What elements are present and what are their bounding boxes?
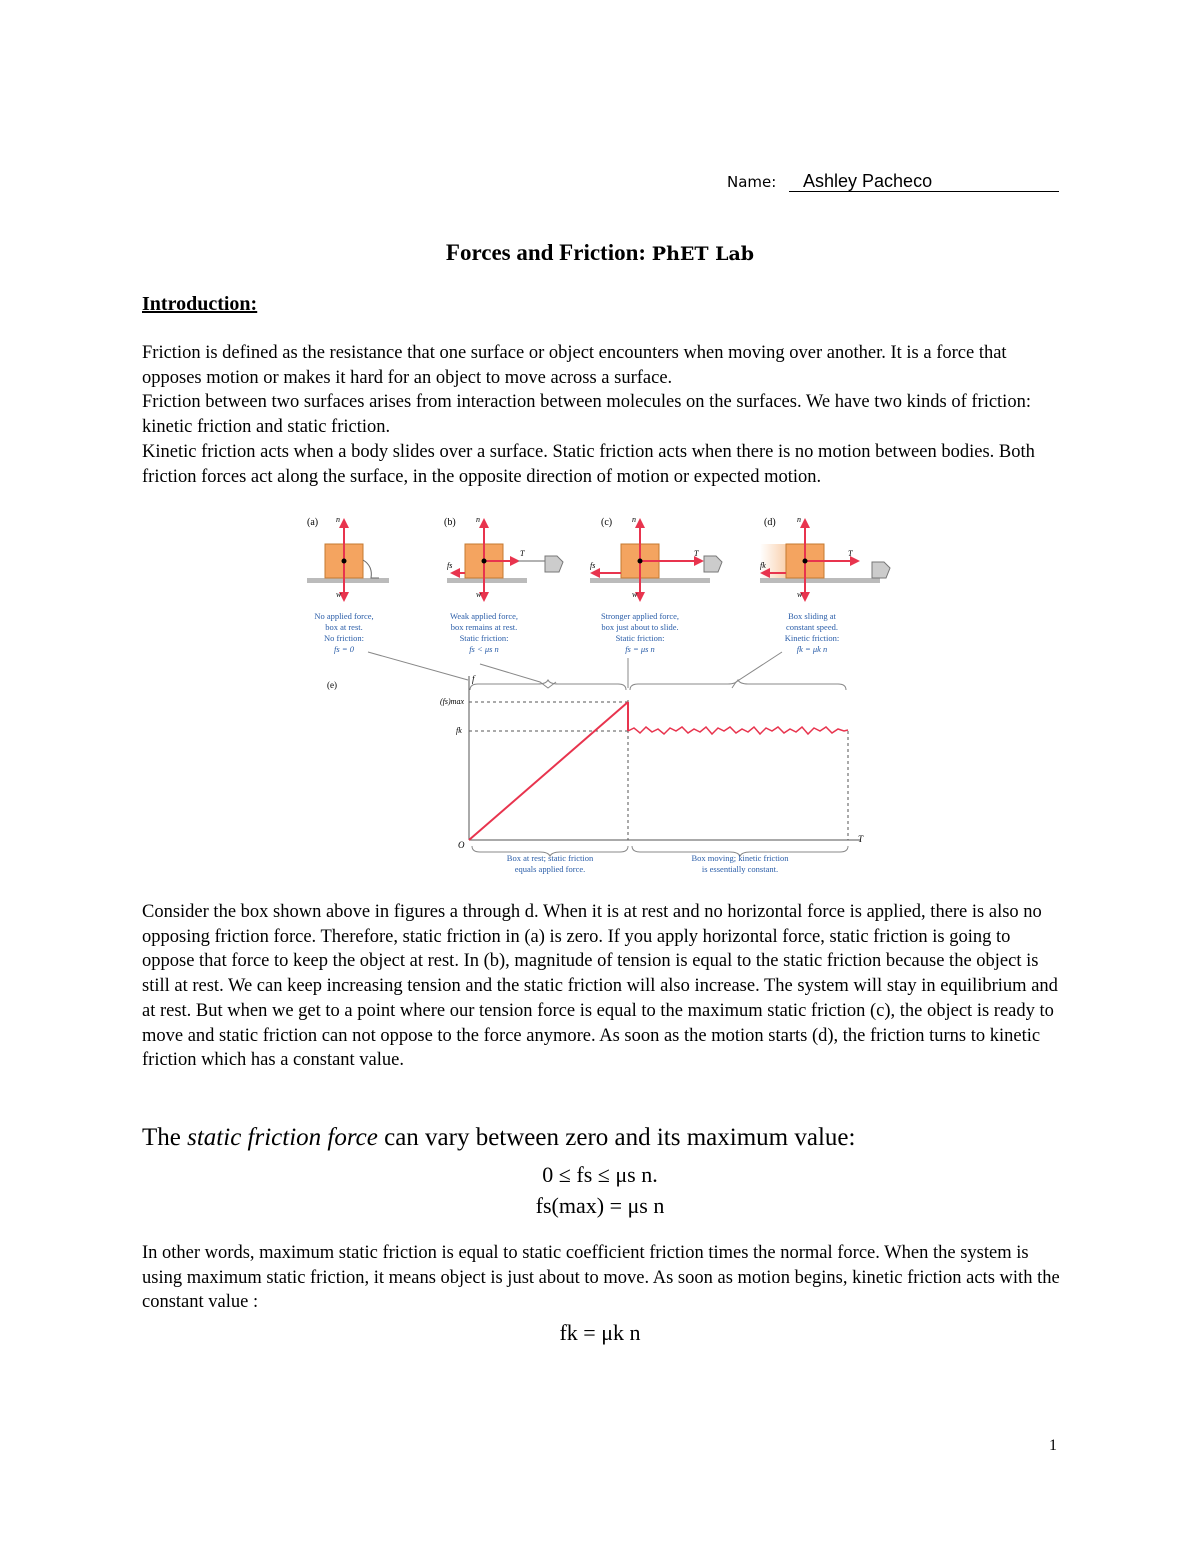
panel-label-a: (a) — [307, 517, 319, 528]
svg-text:n: n — [336, 515, 340, 524]
svg-text:box just about to slide.: box just about to slide. — [601, 622, 679, 632]
caption-connectors — [368, 652, 846, 690]
svg-text:(e): (e) — [327, 680, 337, 690]
panel-b — [444, 515, 563, 600]
svg-text:Static friction:: Static friction: — [615, 633, 665, 643]
title-sub: PhET Lab — [651, 243, 755, 265]
svg-text:fs = 0: fs = 0 — [334, 644, 354, 654]
panel-label-c: (c) — [601, 517, 613, 528]
panel-d — [760, 515, 890, 600]
introduction-heading: Introduction: — [142, 293, 258, 315]
svg-text:box at rest.: box at rest. — [325, 622, 363, 632]
svg-text:No applied force,: No applied force, — [314, 611, 374, 621]
friction-graph — [327, 674, 864, 874]
svg-text:n: n — [476, 515, 480, 524]
svg-text:fk = μk n: fk = μk n — [796, 644, 828, 654]
svg-text:Weak applied force,: Weak applied force, — [450, 611, 518, 621]
svg-text:fs < μs n: fs < μs n — [469, 644, 499, 654]
svg-text:Static friction:: Static friction: — [459, 633, 509, 643]
intro-paragraph: Friction is defined as the resistance that one surface or object encounters when moving over another. It is a force that opposes motion or makes it hard for an object to move across a surface. Friction between two surfaces arises from interaction between molecules on the surfaces. We have two kinds of friction: kinetic friction and static friction. Kinetic friction acts when a body slides over a surface. Static friction acts when there is no motion between bodies. Both friction forces act along the surface, in the opposite direction of motion or expected motion. — [142, 343, 1035, 487]
svg-text:constant speed.: constant speed. — [786, 622, 838, 632]
svg-text:No friction:: No friction: — [324, 633, 364, 643]
svg-text:fs: fs — [590, 561, 596, 570]
rope-a — [363, 560, 379, 578]
name-field[interactable]: Ashley Pacheco — [789, 171, 1059, 192]
static-friction-lead: The static friction force can vary between zero and its maximum value: — [142, 1124, 856, 1151]
panel-c — [590, 515, 722, 600]
svg-text:fs: fs — [447, 561, 453, 570]
floor-a — [307, 578, 389, 583]
svg-text:Box at rest; static friction: Box at rest; static friction — [506, 853, 594, 863]
svg-text:w: w — [476, 590, 482, 599]
svg-text:n: n — [632, 515, 636, 524]
panel-captions — [314, 611, 839, 654]
svg-text:fk: fk — [760, 561, 766, 570]
svg-text:Box sliding at: Box sliding at — [788, 611, 836, 621]
panel-label-d: (d) — [764, 517, 776, 528]
svg-text:fk: fk — [456, 726, 462, 735]
svg-text:w: w — [797, 590, 803, 599]
svg-text:Stronger applied force,: Stronger applied force, — [600, 611, 680, 621]
svg-text:T: T — [848, 549, 853, 558]
svg-text:w: w — [632, 590, 638, 599]
equation-static-max: fs(max) = μs n — [535, 1193, 665, 1218]
svg-text:equals applied force.: equals applied force. — [514, 864, 586, 874]
svg-text:(fs)max: (fs)max — [440, 697, 464, 706]
svg-text:Kinetic friction:: Kinetic friction: — [784, 633, 840, 643]
svg-text:O: O — [458, 840, 465, 850]
svg-text:is essentially constant.: is essentially constant. — [701, 864, 779, 874]
equation-static-range: 0 ≤ fs ≤ μs n. — [542, 1162, 658, 1187]
equation-kinetic: fk = μk n — [559, 1320, 641, 1345]
panel-a — [307, 515, 389, 600]
hand-b — [545, 556, 563, 572]
closing-paragraph: In other words, maximum static friction is equal to static coefficient friction times the normal force. When the system is using maximum static friction, it means object is just about to move. As soon as motion begins, kinetic friction acts with the constant value : — [142, 1243, 1060, 1313]
static-friction-line — [469, 702, 628, 840]
panel-label-b: (b) — [444, 517, 456, 528]
name-label: Name: — [727, 173, 777, 191]
svg-text:T: T — [858, 834, 864, 844]
svg-text:T: T — [520, 549, 525, 558]
page-number: 1 — [1049, 1437, 1057, 1454]
kinetic-friction-line — [628, 727, 848, 734]
svg-text:fs = μs n: fs = μs n — [625, 644, 655, 654]
svg-text:w: w — [336, 590, 342, 599]
svg-text:T: T — [694, 549, 699, 558]
body-paragraph: Consider the box shown above in figures a through d. When it is at rest and no horizontal force is applied, there is also no opposing friction force. Therefore, static friction in (a) is zero. If you apply horizontal force, static friction is going to oppose that force to keep the object at rest. In (b), magnitude of tension is equal to the static friction because the object is still at rest. We can keep increasing tension and the static friction will also increase. The system will stay in equilibrium and at rest. But when we get to a point where our tension force is equal to the maximum static friction (c), the object is ready to move and static friction can not oppose to the force anymore. As soon as the motion starts (d), the friction turns to kinetic friction which has a constant value. — [142, 902, 1058, 1071]
svg-text:n: n — [797, 515, 801, 524]
title-main: Forces and Friction: — [445, 240, 647, 265]
svg-text:box remains at rest.: box remains at rest. — [450, 622, 518, 632]
svg-text:f: f — [472, 674, 475, 684]
svg-text:Box moving; kinetic friction: Box moving; kinetic friction — [691, 853, 789, 863]
